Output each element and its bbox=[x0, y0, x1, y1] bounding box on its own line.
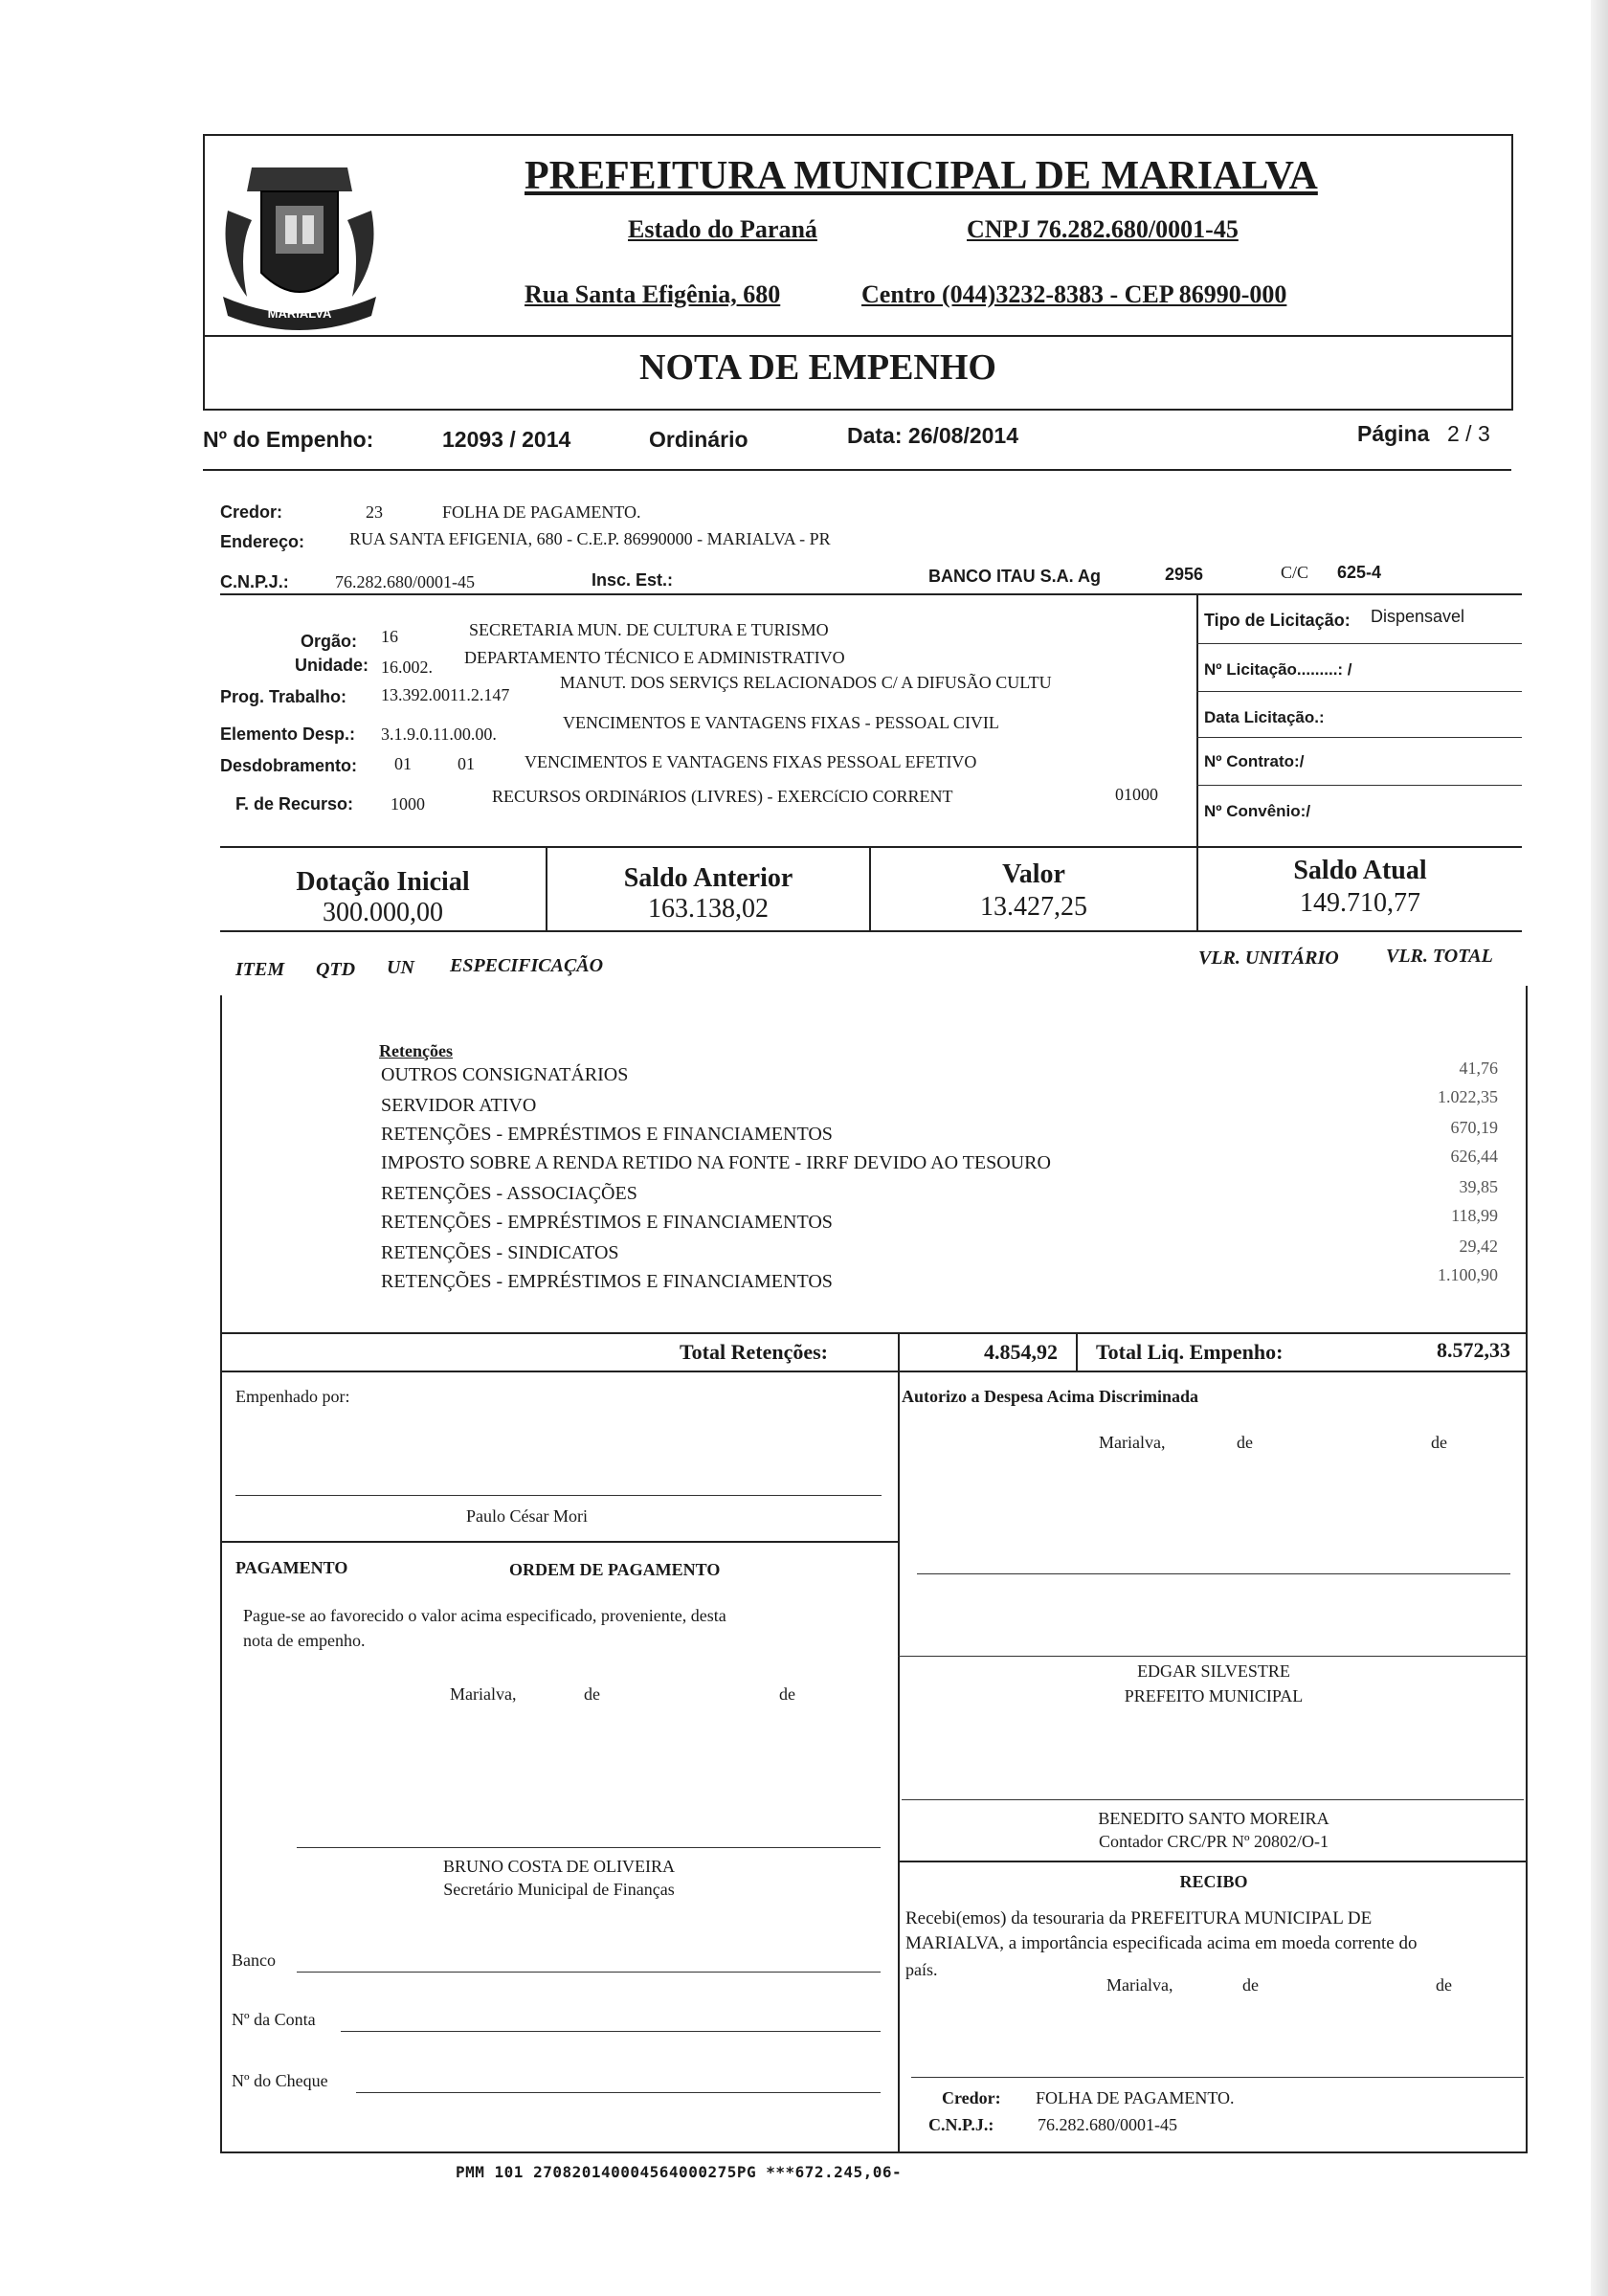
page-title: PREFEITURA MUNICIPAL DE MARIALVA bbox=[525, 154, 1318, 198]
autorizo-label: Autorizo a Despesa Acima Discriminada bbox=[902, 1387, 1198, 1406]
endereco-value: RUA SANTA EFIGENIA, 680 - C.E.P. 86990000 - MARIALVA - PR bbox=[349, 529, 831, 548]
banco-label: BANCO ITAU S.A. Ag bbox=[928, 567, 1101, 586]
unidade-label: Unidade: bbox=[295, 656, 369, 675]
recibo-cnpj-value: 76.282.680/0001-45 bbox=[1038, 2115, 1177, 2134]
retencao-value: 41,76 bbox=[1459, 1059, 1498, 1078]
col-un: UN bbox=[387, 957, 414, 978]
pagamento-de-1: de bbox=[584, 1684, 600, 1704]
retencao-value: 670,19 bbox=[1450, 1118, 1498, 1137]
empenho-type: Ordinário bbox=[649, 427, 748, 452]
total-liq-label: Total Liq. Empenho: bbox=[1096, 1340, 1284, 1364]
scan-edge bbox=[1591, 0, 1608, 2296]
recurso-extra: 01000 bbox=[1115, 785, 1158, 804]
numero-contrato: Nº Contrato:/ bbox=[1204, 752, 1305, 770]
secretario-nome: BRUNO COSTA DE OLIVEIRA bbox=[442, 1857, 676, 1876]
cc-label: C/C bbox=[1281, 563, 1309, 582]
licitacao-divider bbox=[1196, 595, 1198, 846]
recibo-signature-line bbox=[911, 2077, 1524, 2078]
city-crest-logo bbox=[209, 153, 391, 345]
col-vlr-unitario: VLR. UNITÁRIO bbox=[1198, 947, 1339, 969]
elemento-desc: VENCIMENTOS E VANTAGENS FIXAS - PESSOAL CIVIL bbox=[563, 713, 999, 732]
recurso-desc: RECURSOS ORDINáRIOS (LIVRES) - EXERCíCIO CORRENT bbox=[492, 787, 953, 806]
empenhado-signature-line bbox=[235, 1495, 882, 1496]
recibo-line-3: país. bbox=[905, 1960, 938, 1979]
secretario-signature-line bbox=[297, 1847, 881, 1848]
licitacao-line-3 bbox=[1196, 737, 1522, 738]
col-vlr-total: VLR. TOTAL bbox=[1386, 946, 1493, 967]
address-rest: Centro (044)3232-8383 - CEP 86990-000 bbox=[861, 280, 1287, 308]
retencao-desc: RETENÇÕES - EMPRÉSTIMOS E FINANCIAMENTOS bbox=[381, 1124, 833, 1145]
crest-label: MARIALVA bbox=[267, 306, 332, 321]
prog-trabalho-label: Prog. Trabalho: bbox=[220, 687, 347, 706]
tipo-licitacao-label: Tipo de Licitação: bbox=[1204, 611, 1351, 630]
empenhado-bottom bbox=[220, 1541, 898, 1543]
licitacao-line-2 bbox=[1196, 691, 1522, 692]
retencao-desc: RETENÇÕES - EMPRÉSTIMOS E FINANCIAMENTOS bbox=[381, 1212, 833, 1233]
pague-line-2: nota de empenho. bbox=[243, 1631, 366, 1650]
document-bottom bbox=[220, 2151, 1528, 2153]
retencao-value: 118,99 bbox=[1451, 1206, 1498, 1225]
elemento-label: Elemento Desp.: bbox=[220, 724, 356, 744]
credor-cnpj: 76.282.680/0001-45 bbox=[335, 572, 475, 591]
recibo-credor-value: FOLHA DE PAGAMENTO. bbox=[1036, 2088, 1235, 2107]
total-retencoes-label: Total Retenções: bbox=[680, 1340, 828, 1364]
saldo-atual-label: Saldo Atual bbox=[1293, 856, 1427, 885]
cc-value: 625-4 bbox=[1337, 563, 1382, 582]
recurso-label: F. de Recurso: bbox=[235, 794, 354, 814]
totais-bottom bbox=[220, 1371, 1528, 1372]
credor-label: Credor: bbox=[220, 502, 283, 522]
recibo-local: Marialva, bbox=[1106, 1975, 1173, 1995]
prefeito-signature-line bbox=[917, 1573, 1510, 1574]
col-qtd: QTD bbox=[316, 959, 356, 980]
pagamento-de-2: de bbox=[779, 1684, 795, 1704]
cheque-field-label: Nº do Cheque bbox=[232, 2071, 328, 2090]
cheque-field-line[interactable] bbox=[356, 2092, 881, 2093]
prefeito-nome: EDGAR SILVESTRE bbox=[1137, 1661, 1290, 1681]
banco-field-line[interactable] bbox=[297, 1972, 881, 1973]
retencao-value: 626,44 bbox=[1450, 1147, 1498, 1166]
saldo-atual-value: 149.710,77 bbox=[1300, 888, 1420, 918]
recibo-de-2: de bbox=[1436, 1975, 1452, 1995]
saldos-top bbox=[220, 846, 1522, 848]
autorizo-local: Marialva, bbox=[1099, 1433, 1166, 1452]
unidade-desc: DEPARTAMENTO TÉCNICO E ADMINISTRATIVO bbox=[464, 648, 845, 667]
header-divider bbox=[203, 335, 1511, 337]
saldo-anterior-value: 163.138,02 bbox=[648, 894, 769, 924]
empenho-number: 12093 / 2014 bbox=[442, 427, 571, 452]
valor-value: 13.427,25 bbox=[980, 892, 1087, 922]
data-licitacao: Data Licitação.: bbox=[1204, 708, 1325, 726]
retencao-value: 1.022,35 bbox=[1438, 1087, 1498, 1106]
recibo-cnpj-label: C.N.P.J.: bbox=[928, 2115, 994, 2134]
conta-field-line[interactable] bbox=[341, 2031, 881, 2032]
secretario-cargo: Secretário Municipal de Finanças bbox=[443, 1880, 675, 1899]
document-title: NOTA DE EMPENHO bbox=[639, 347, 996, 388]
footer-barcode-text: PMM 101 270820140004564000275PG ***672.245,06- bbox=[456, 2163, 903, 2181]
pagamento-label: PAGAMENTO bbox=[235, 1558, 348, 1577]
pagamento-local: Marialva, bbox=[450, 1684, 517, 1704]
saldos-bottom bbox=[220, 930, 1522, 932]
orgao-desc: SECRETARIA MUN. DE CULTURA E TURISMO bbox=[469, 620, 829, 639]
desdobramento-desc: VENCIMENTOS E VANTAGENS FIXAS PESSOAL EFETIVO bbox=[525, 752, 977, 771]
total-liq-value: 8.572,33 bbox=[1437, 1338, 1510, 1362]
prog-trabalho-code: 13.392.0011.2.147 bbox=[381, 685, 510, 704]
unidade-code: 16.002. bbox=[381, 658, 433, 677]
credor-code: 23 bbox=[366, 502, 383, 522]
licitacao-line-1 bbox=[1196, 643, 1522, 644]
orgao-code: 16 bbox=[381, 627, 398, 646]
retencao-desc: RETENÇÕES - SINDICATOS bbox=[381, 1242, 619, 1263]
empenho-divider bbox=[203, 469, 1511, 471]
sign-divider bbox=[898, 1372, 900, 2153]
ordem-pagamento-label: ORDEM DE PAGAMENTO bbox=[509, 1560, 721, 1579]
credor-cnpj-label: C.N.P.J.: bbox=[220, 572, 289, 591]
licitacao-line-4 bbox=[1196, 785, 1522, 786]
desdobramento-code: 01 bbox=[394, 754, 412, 773]
recibo-line-2: MARIALVA, a importância especificada acima em moeda corrente do bbox=[905, 1933, 1418, 1953]
address-street: Rua Santa Efigênia, 680 bbox=[525, 280, 781, 308]
recibo-top bbox=[898, 1861, 1526, 1862]
totais-div-2 bbox=[1076, 1332, 1078, 1372]
retencao-desc: SERVIDOR ATIVO bbox=[381, 1095, 537, 1116]
prog-trabalho-desc: MANUT. DOS SERVIÇS RELACIONADOS C/ A DIFUSÃO CULTU bbox=[560, 673, 1052, 692]
pague-line-1: Pague-se ao favorecido o valor acima especificado, proveniente, desta bbox=[243, 1606, 726, 1625]
credor-divider bbox=[220, 593, 1522, 595]
dotacao-label: Dotação Inicial bbox=[296, 867, 470, 897]
retencao-desc: OUTROS CONSIGNATÁRIOS bbox=[381, 1064, 629, 1085]
empenho-date: Data: 26/08/2014 bbox=[847, 423, 1019, 448]
empenho-label: Nº do Empenho: bbox=[203, 427, 374, 452]
retencao-value: 39,85 bbox=[1459, 1177, 1498, 1196]
empenhado-nome: Paulo César Mori bbox=[466, 1506, 588, 1526]
credor-name: FOLHA DE PAGAMENTO. bbox=[442, 502, 641, 522]
contador-cargo: Contador CRC/PR Nº 20802/O-1 bbox=[1098, 1832, 1329, 1851]
prefeito-sep bbox=[898, 1656, 1526, 1657]
col-item: ITEM bbox=[235, 959, 285, 980]
desdobramento-code2: 01 bbox=[458, 754, 475, 773]
recibo-title: RECIBO bbox=[1179, 1872, 1248, 1891]
col-especificacao: ESPECIFICAÇÃO bbox=[450, 955, 604, 976]
endereco-label: Endereço: bbox=[220, 532, 305, 551]
page-number: 2 / 3 bbox=[1447, 421, 1490, 446]
contador-nome: BENEDITO SANTO MOREIRA bbox=[1098, 1809, 1329, 1828]
state-label: Estado do Paraná bbox=[628, 215, 817, 243]
autorizo-de-2: de bbox=[1431, 1433, 1447, 1452]
saldo-anterior-label: Saldo Anterior bbox=[623, 863, 793, 893]
banco-field-label: Banco bbox=[232, 1950, 276, 1970]
empenhado-por-label: Empenhado por: bbox=[235, 1387, 350, 1406]
recurso-code: 1000 bbox=[391, 794, 425, 814]
retencao-desc: RETENÇÕES - EMPRÉSTIMOS E FINANCIAMENTOS bbox=[381, 1271, 833, 1292]
total-retencoes-value: 4.854,92 bbox=[984, 1340, 1058, 1364]
numero-licitacao: Nº Licitação.........: / bbox=[1204, 660, 1352, 679]
numero-convenio: Nº Convênio:/ bbox=[1204, 802, 1311, 820]
orgao-label: Orgão: bbox=[301, 632, 358, 651]
prefeito-cargo: PREFEITO MUNICIPAL bbox=[1124, 1686, 1304, 1705]
retencoes-title: Retenções bbox=[379, 1041, 453, 1060]
items-left-border bbox=[220, 995, 222, 2153]
tipo-licitacao-value: Dispensavel bbox=[1371, 607, 1465, 626]
recibo-credor-label: Credor: bbox=[942, 2088, 1001, 2107]
retencao-value: 1.100,90 bbox=[1438, 1265, 1498, 1284]
insc-label: Insc. Est.: bbox=[592, 570, 674, 590]
banco-agencia: 2956 bbox=[1165, 565, 1204, 584]
dotacao-value: 300.000,00 bbox=[323, 898, 443, 927]
retencao-desc: IMPOSTO SOBRE A RENDA RETIDO NA FONTE - IRRF DEVIDO AO TESOURO bbox=[381, 1152, 1051, 1173]
conta-field-label: Nº da Conta bbox=[232, 2010, 316, 2029]
contador-signature-line bbox=[902, 1799, 1524, 1800]
recibo-de-1: de bbox=[1242, 1975, 1259, 1995]
retencao-desc: RETENÇÕES - ASSOCIAÇÕES bbox=[381, 1183, 637, 1204]
desdobramento-label: Desdobramento: bbox=[220, 756, 358, 775]
cnpj-header: CNPJ 76.282.680/0001-45 bbox=[967, 215, 1239, 243]
items-right-border bbox=[1526, 986, 1528, 2153]
recibo-line-1: Recebi(emos) da tesouraria da PREFEITURA MUNICIPAL DE bbox=[905, 1908, 1373, 1928]
elemento-code: 3.1.9.0.11.00.00. bbox=[381, 724, 497, 744]
valor-label: Valor bbox=[1002, 859, 1065, 889]
retencao-value: 29,42 bbox=[1459, 1237, 1498, 1256]
autorizo-de-1: de bbox=[1237, 1433, 1253, 1452]
page-label: Página bbox=[1357, 421, 1430, 446]
totais-top bbox=[220, 1332, 1528, 1334]
